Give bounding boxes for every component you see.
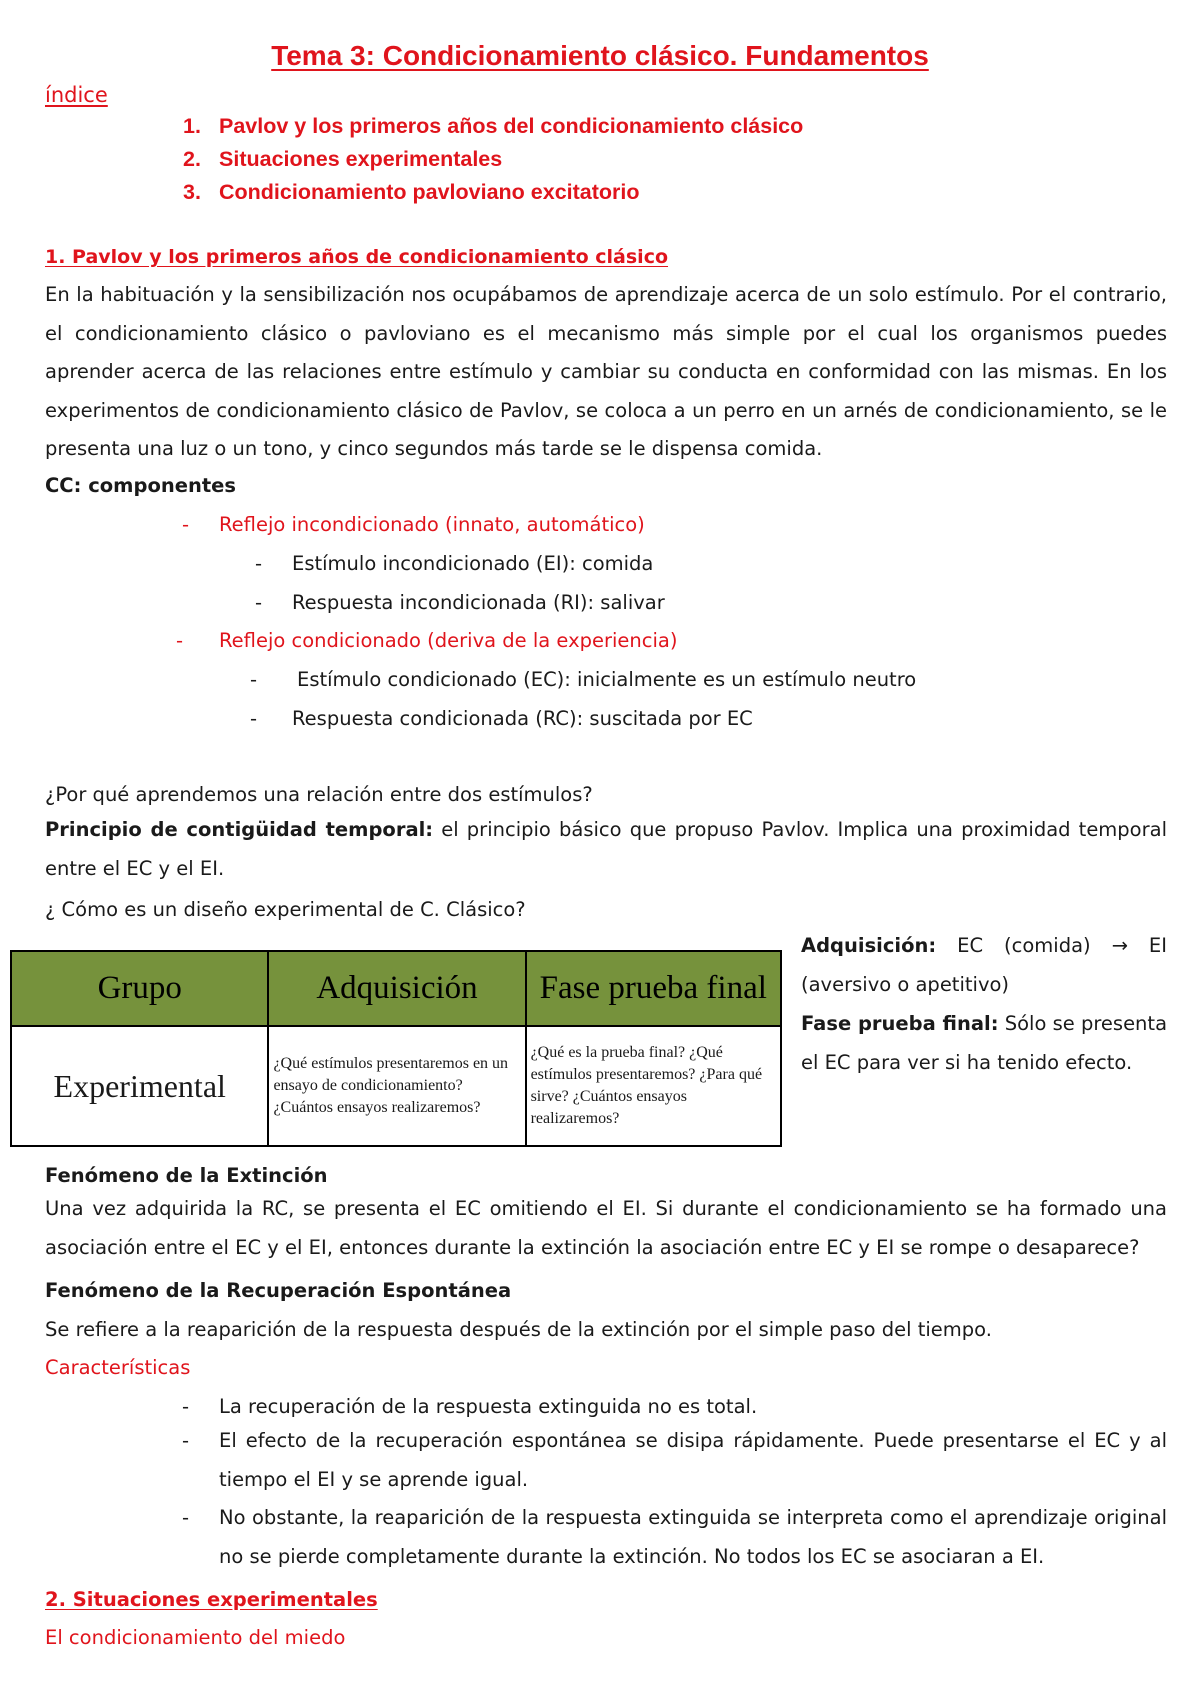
experimental-design-table [10, 950, 782, 1147]
toc-text: Pavlov y los primeros años del condicionamiento clásico [219, 114, 804, 138]
toc-item-2[interactable] [183, 146, 502, 172]
list-item-rinc: - Respuesta incondicionada (RI): salivar [255, 591, 665, 614]
list-item: - No obstante, la reaparición de la respuesta extinguida se interpreta como el aprendizaje original no se pierde completamente durante la extinción. No todos los EC se asociaran a EI. [182, 1506, 1167, 1568]
toc-item-1[interactable] [183, 113, 803, 139]
recovery-paragraph: Se refiere a la reaparición de la respuesta después de la extinción por el simple paso del tiempo. [45, 1318, 992, 1341]
list-item-rc-reflex: - Reflejo condicionado (deriva de la experiencia) [176, 629, 678, 652]
list-item: - La recuperación de la respuesta extinguida no es total. [182, 1395, 758, 1418]
extinction-heading: Fenómeno de la Extinción [45, 1164, 328, 1187]
toc-item-3[interactable] [183, 179, 640, 205]
side-acquisition: Adquisición: EC (comida) → EI (aversivo o apetitivo) [801, 934, 1167, 996]
list-item-rc: - Respuesta condicionada (RC): suscitada por EC [250, 707, 753, 730]
question-1: ¿Por qué aprendemos una relación entre dos estímulos? [45, 783, 593, 806]
side-final-phase: Fase prueba final: Sólo se presenta el EC para ver si ha tenido efecto. [801, 1012, 1168, 1074]
section2-subheading: El condicionamiento del miedo [45, 1626, 346, 1649]
table-header-cell: Grupo [11, 951, 268, 1026]
section1-paragraph: En la habituación y la sensibilización nos ocupábamos de aprendizaje acerca de un solo estímulo. Por el contrario, el condicionamiento clásico o pavloviano es el mecanismo más simple por el cual los organismos puedes aprender acerca de las relaciones entre estímulo y cambiar su conducta en conformidad con las mismas. En los experimentos de condicionamiento clásico de Pavlov, se coloca a un perro en un arnés de condicionamiento, se le presenta una luz o un tono, y cinco segundos más tarde se le dispensa comida. [45, 283, 1167, 460]
section1-heading: 1. Pavlov y los primeros años de condicionamiento clásico [45, 246, 669, 268]
table-cell-group: Experimental [11, 1026, 268, 1146]
section2-heading: 2. Situaciones experimentales [45, 1588, 378, 1611]
toc-num: 2. [183, 147, 201, 171]
toc-num: 1. [183, 114, 201, 138]
page-title: Tema 3: Condicionamiento clásico. Fundamentos [271, 40, 929, 71]
extinction-paragraph: Una vez adquirida la RC, se presenta el EC omitiendo el EI. Si durante el condicionamiento se ha formado una asociación entre el EC y el EI, entonces durante la extinción la asociación entre EC y EI se rompe o desaparece? [45, 1197, 1167, 1259]
toc-num: 3. [183, 180, 201, 204]
table-cell-acquisition: ¿Qué estímulos presentaremos en un ensayo de condicionamiento? ¿Cuántos ensayos realizaremos? [268, 1026, 525, 1146]
principle-paragraph: Principio de contigüidad temporal: el principio básico que propuso Pavlov. Implica una proximidad temporal entre el EC y el EI. [45, 818, 1167, 880]
list-item-ec: - Estímulo condicionado (EC): inicialmente es un estímulo neutro [250, 668, 917, 691]
table-cell-final: ¿Qué es la prueba final? ¿Qué estímulos presentaremos? ¿Para qué sirve? ¿Cuántos ensayos realizaremos? [526, 1026, 781, 1146]
table-header-row [11, 951, 781, 1026]
characteristics-label: Características [45, 1356, 191, 1379]
table-header-cell: Adquisición [268, 951, 525, 1026]
components-heading: CC: componentes [45, 474, 236, 497]
recovery-heading: Fenómeno de la Recuperación Espontánea [45, 1279, 512, 1302]
list-item-ei: - Estímulo incondicionado (EI): comida [255, 552, 654, 575]
toc-text: Situaciones experimentales [219, 147, 503, 171]
table-row [11, 1026, 781, 1146]
list-item-ri: - Reflejo incondicionado (innato, automático) [182, 513, 645, 536]
index-label: índice [45, 83, 108, 107]
table-header-cell: Fase prueba final [526, 951, 781, 1026]
toc-text: Condicionamiento pavloviano excitatorio [219, 180, 640, 204]
question-2: ¿ Cómo es un diseño experimental de C. Clásico? [45, 898, 526, 921]
list-item: - El efecto de la recuperación espontánea se disipa rápidamente. Puede presentarse el EC y al tiempo el EI y se aprende igual. [182, 1429, 1167, 1491]
